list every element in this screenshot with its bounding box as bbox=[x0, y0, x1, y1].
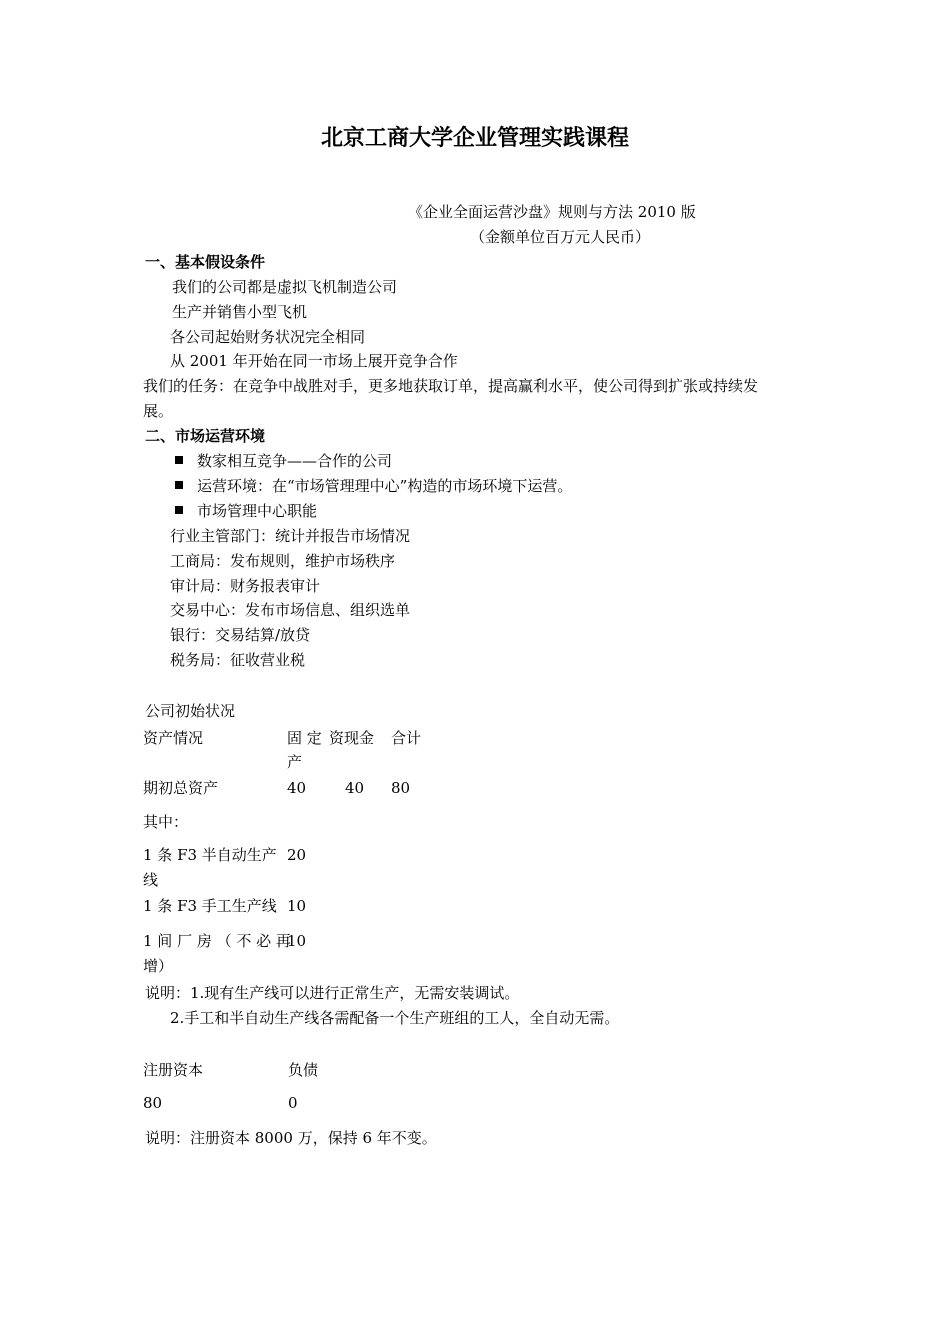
function-line: 审计局：财务报表审计 bbox=[170, 577, 321, 595]
table-cell-cash: 40 bbox=[345, 779, 365, 797]
among-label: 其中： bbox=[143, 813, 189, 831]
section2-heading: 二、市场运营环境 bbox=[145, 427, 266, 445]
table-cell-total: 80 bbox=[391, 779, 411, 797]
bullet-item: 数家相互竞争——合作的公司 bbox=[175, 451, 392, 471]
liability-value: 0 bbox=[288, 1094, 298, 1112]
capital-header: 注册资本 bbox=[143, 1061, 204, 1079]
detail-row-label-wrap: 线 bbox=[143, 871, 159, 889]
table-header-cash: 资现金 bbox=[329, 729, 375, 747]
function-line: 银行：交易结算/放贷 bbox=[170, 626, 311, 644]
detail-row-label: 1 条 F3 手工生产线 bbox=[143, 897, 277, 915]
table-header-total: 合计 bbox=[391, 729, 422, 747]
note-line: 2.手工和半自动生产线各需配备一个生产班组的工人，全自动无需。 bbox=[170, 1009, 620, 1027]
bullet-item: 运营环境：在“市场管理理中心”构造的市场环境下运营。 bbox=[175, 476, 572, 496]
page-title: 北京工商大学企业管理实践课程 bbox=[320, 125, 629, 151]
table-row-label: 期初总资产 bbox=[143, 779, 219, 797]
function-line: 工商局：发布规则，维护市场秩序 bbox=[170, 552, 396, 570]
function-line: 税务局：征收营业税 bbox=[170, 651, 306, 669]
task-line-continued: 展。 bbox=[143, 402, 174, 420]
note-line: 说明：注册资本 8000 万，保持 6 年不变。 bbox=[145, 1129, 437, 1147]
detail-row-label: 1 间 厂 房 （ 不 必 再 bbox=[143, 932, 291, 950]
detail-row-value: 20 bbox=[287, 846, 307, 864]
square-bullet-icon bbox=[175, 506, 183, 514]
table-header-fixed: 固 定 bbox=[287, 729, 322, 747]
bullet-item: 市场管理中心职能 bbox=[175, 501, 317, 521]
table-header-assets: 资产情况 bbox=[143, 729, 204, 747]
detail-row-value: 10 bbox=[287, 897, 307, 915]
currency-note: （金额单位百万元人民币） bbox=[470, 228, 651, 246]
section1-heading: 一、基本假设条件 bbox=[145, 253, 266, 271]
subtitle: 《企业全面运营沙盘》规则与方法 2010 版 bbox=[408, 203, 696, 221]
square-bullet-icon bbox=[175, 481, 183, 489]
table-header-fixed-wrap: 产 bbox=[287, 753, 303, 771]
note-line: 说明：1.现有生产线可以进行正常生产，无需安装调试。 bbox=[145, 984, 520, 1002]
assumption-line: 各公司起始财务状况完全相同 bbox=[170, 328, 366, 346]
company-heading: 公司初始状况 bbox=[145, 702, 236, 720]
detail-row-label-wrap: 增） bbox=[143, 957, 174, 975]
detail-row-value: 10 bbox=[287, 932, 307, 950]
capital-value: 80 bbox=[143, 1094, 163, 1112]
function-line: 交易中心：发布市场信息、组织选单 bbox=[170, 601, 411, 619]
assumption-line: 生产并销售小型飞机 bbox=[172, 303, 308, 321]
assumption-line: 从 2001 年开始在同一市场上展开竞争合作 bbox=[170, 352, 458, 370]
liability-header: 负债 bbox=[288, 1061, 319, 1079]
assumption-line: 我们的公司都是虚拟飞机制造公司 bbox=[172, 278, 398, 296]
square-bullet-icon bbox=[175, 456, 183, 464]
task-line: 我们的任务：在竞争中战胜对手，更多地获取订单，提高赢利水平，使公司得到扩张或持续发 bbox=[143, 377, 759, 395]
table-cell-fixed: 40 bbox=[287, 779, 307, 797]
function-line: 行业主管部门：统计并报告市场情况 bbox=[170, 527, 411, 545]
detail-row-label: 1 条 F3 半自动生产 bbox=[143, 846, 277, 864]
